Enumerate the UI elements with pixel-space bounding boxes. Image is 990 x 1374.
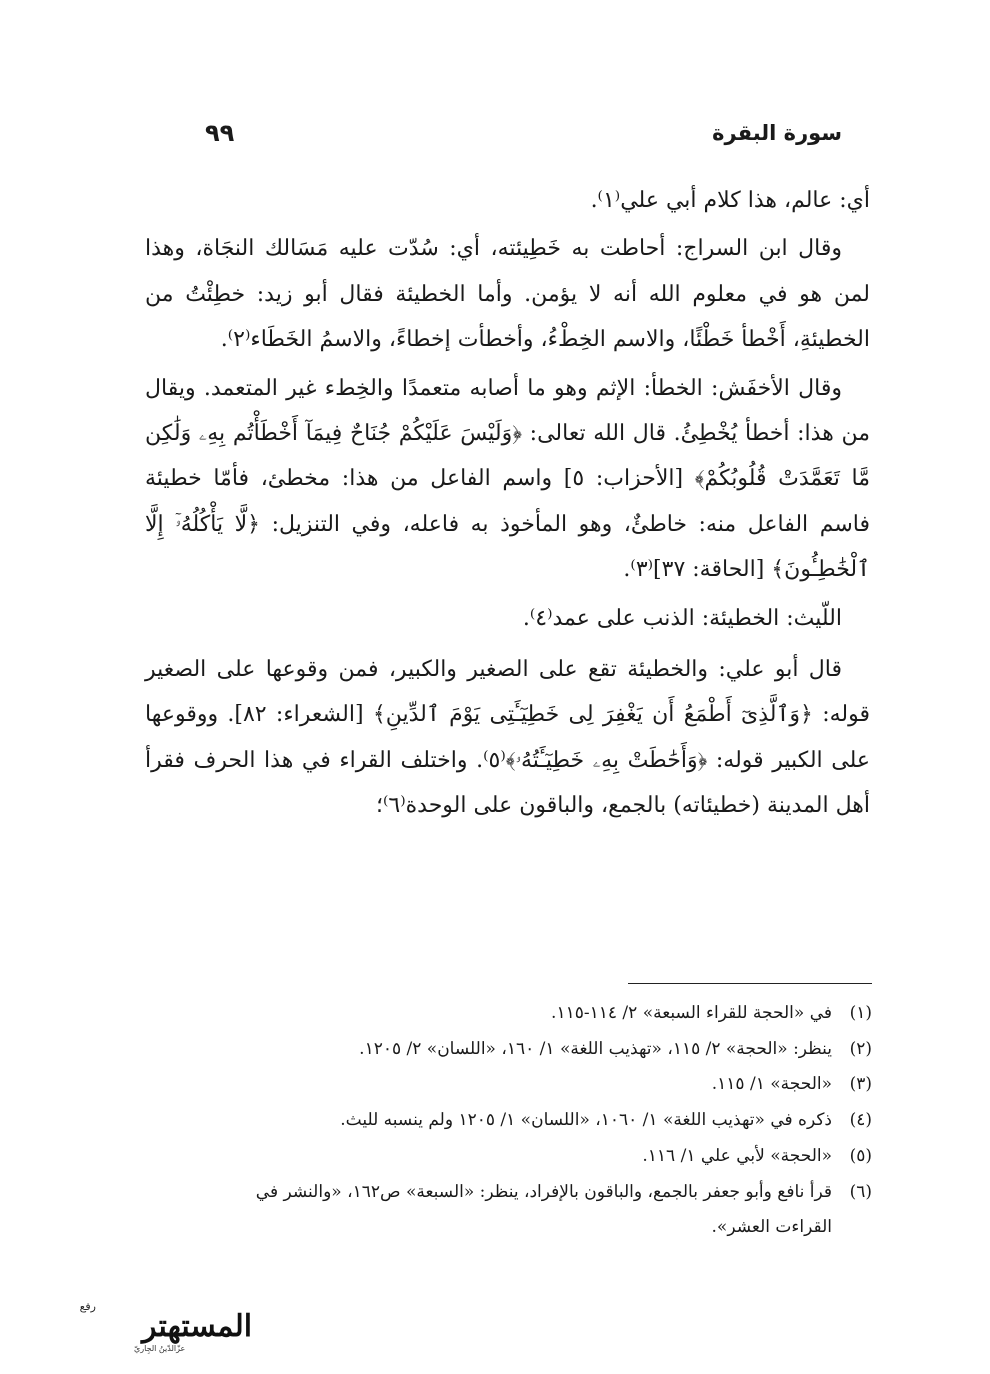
footnote-text: «الحجة» لأبي علي ١/ ١١٦. (642, 1145, 832, 1166)
footnotes (200, 996, 872, 1246)
paragraph-4: اللّيث: الخطيئة: الذنب على عمد⁽٤⁾. (522, 605, 842, 631)
footnote-item (200, 1103, 872, 1139)
footnote-number: (٢) (849, 1038, 872, 1059)
logo-subtitle: عزّالدّينُ الجِاريّ (134, 1344, 186, 1353)
footnote-text: ينظر: «الحجة» ٢/ ١١٥، «تهذيب اللغة» ١/ ١٦٠، «اللسان» ٢/ ١٢٠٥. (359, 1038, 832, 1059)
footnote-number: (٣) (849, 1074, 872, 1095)
publisher-logo (10, 1296, 253, 1354)
footnote-text: «الحجة» ١/ ١١٥. (711, 1074, 832, 1095)
footnote-item (200, 1032, 872, 1068)
footnote-number: (٤) (849, 1110, 872, 1131)
footnote-text: ذكره في «تهذيب اللغة» ١/ ١٠٦٠، «اللسان» ١/ ١٢٠٥ ولم ينسبه لليث. (340, 1110, 832, 1131)
footnote-text: في «الحجة للقراء السبعة» ٢/ ١١٤-١١٥. (551, 1003, 832, 1023)
paragraph-1: أي: عالم، هذا كلام أبي علي⁽١⁾. (590, 188, 870, 213)
footnote-item (200, 1139, 872, 1175)
footnote-item (200, 1067, 872, 1103)
surah-title: سورة البقرة (712, 121, 842, 145)
footnote-number: (٥) (849, 1145, 872, 1166)
main-text (145, 178, 870, 832)
footnote-text: قرأ نافع وأبو جعفر بالجمع، والباقون بالإفراد، ينظر: «السبعة» ص١٦٢، «والنشر في القراءت العشر». (255, 1181, 832, 1238)
paragraph-2: وقال ابن السراج: أحاطت به خَطِيئته، أي: سُدّت عليه مَسَالك النجَاة، وهذا لمن هو في معلوم الله أنه لا يؤمن. وأما الخطيئة فقال أبو زيد: خطِئْتُ من الخطيئةِ، أَخْطأ خَطْئًا، والاسم الخِطْءُ، وأخطأت إخطاءً، والاسمُ الخَطَاء⁽٢⁾. (145, 236, 870, 353)
page-header (150, 108, 842, 158)
paragraph-5: قال أبو علي: والخطيئة تقع على الصغير والكبير، فمن وقوعها على الصغير قوله: ﴿وَٱلَّذِىٓ أَطْمَعُ أَن يَغْفِرَ لِى خَطِيٓـَٔتِى يَوْمَ ٱلدِّينِ﴾ [الشعراء: ٨٢]. ووقوعها على الكبير قوله: ﴿وَأَحَٰطَتْ بِهِۦ خَطِيٓـَٔتُهُۥ﴾⁽٥⁾. واختلف القراء في هذا الحرف فقرأ أهل المدينة (خطيئاته) بالجمع، والباقون على الوحدة⁽٦⁾؛ (145, 657, 871, 819)
page-number: ٩٩ (205, 119, 235, 147)
footnote-number: (٦) (849, 1181, 872, 1202)
logo-mark: المستهتر (142, 1309, 253, 1344)
footnote-separator (628, 983, 872, 984)
footnote-number: (١) (849, 1003, 872, 1023)
footnote-item (200, 1175, 872, 1246)
paragraph-3: وقال الأخفَش: الخطأ: الإثم وهو ما أصابه متعمدًا والخِطء غير المتعمد. ويقال من هذا: أخطأ يُخْطِئُ. قال الله تعالى: ﴿وَلَيْسَ عَلَيْكُمْ جُنَاحٌ فِيمَآ أَخْطَأْتُم بِهِۦ وَلَٰكِن مَّا تَعَمَّدَتْ قُلُوبُكُمْ﴾ [الأحزاب: ٥] واسم الفاعل من هذا: مخطئ، فأمّا خطيئة فاسم الفاعل منه: خاطئٌ، وهو المأخوذ به فاعله، وفي التنزيل: ﴿لَّا يَأْكُلُهُۥٓ إِلَّا ٱلْخَٰطِـُٔونَ﴾ [الحاقة: ٣٧]⁽٣⁾. (145, 375, 871, 583)
footnote-item (200, 996, 872, 1032)
logo-symbol: رفع (79, 1300, 96, 1313)
